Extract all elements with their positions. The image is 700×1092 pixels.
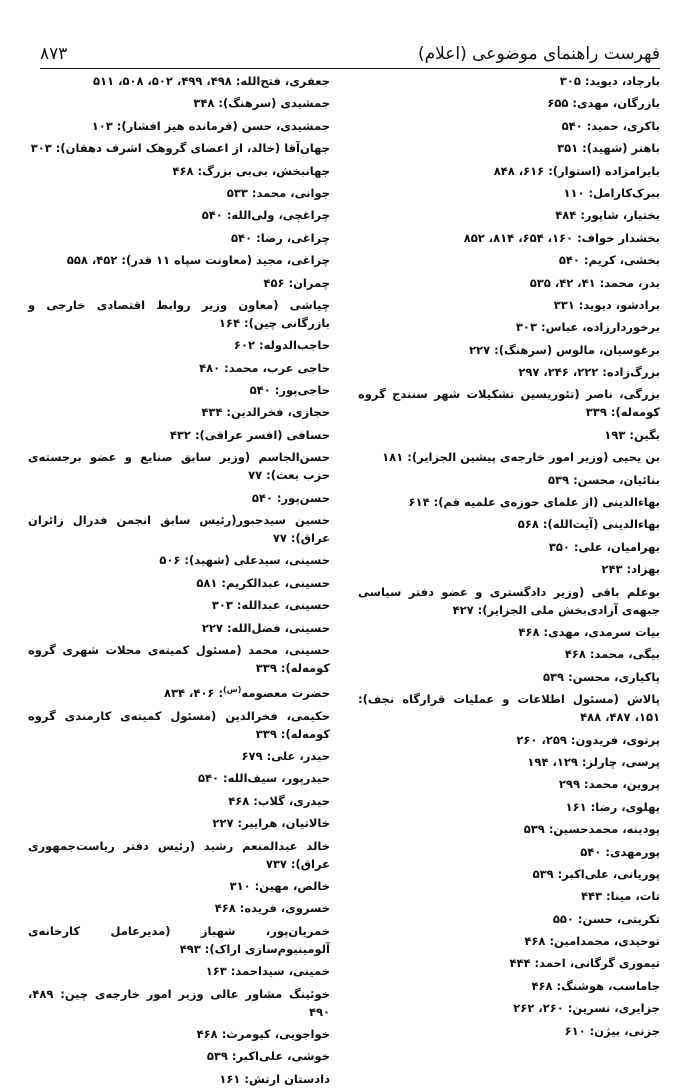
entry-pages: : ۴۰۶، ۸۳۴ <box>163 686 224 701</box>
index-entry: جزایری، نسرین: ۲۶۰، ۲۶۲ <box>513 1001 660 1016</box>
index-entry: بهاءالدینی (آیت‌الله): ۵۶۸ <box>517 517 660 532</box>
index-entry: ببرک‌کارامل: ۱۱۰ <box>563 185 660 200</box>
index-entry: بدر، محمد: ۴۱، ۴۲، ۵۳۵ <box>529 275 660 290</box>
index-entry: جوانی، محمد: ۵۳۳ <box>226 185 330 200</box>
index-entry: بخشی، کریم: ۵۴۰ <box>558 253 660 268</box>
index-entry <box>28 681 330 702</box>
index-entry: بیگی، محمد: ۴۶۸ <box>564 647 660 662</box>
index-entry: خالص، مهین: ۳۱۰ <box>229 878 330 893</box>
index-entry: خواجویی، کیومرث: ۴۶۸ <box>196 1026 330 1041</box>
index-entry: پهلوی، رضا: ۱۶۱ <box>565 799 660 814</box>
index-entry: جعفری، فتح‌الله: ۴۹۸، ۴۹۹، ۵۰۲، ۵۰۸، ۵۱۱ <box>93 74 330 88</box>
index-entry: بازرگان، مهدی: ۶۵۵ <box>547 96 660 111</box>
index-entry: توحیدی، محمدامین: ۴۶۸ <box>524 934 660 949</box>
index-entry: بن یحیی (وزیر امور خارجه‌ی پیشین الجزایر): ۱۸۱ <box>382 450 660 465</box>
index-entry: برخوردارزاده، عباس: ۳۰۳ <box>515 320 660 335</box>
index-column-left <box>28 72 330 1092</box>
index-entry: باهنر (شهید): ۳۵۱ <box>557 141 660 156</box>
page-title: فهرست راهنمای موضوعی (اعلام) <box>417 44 660 64</box>
index-entry: جمشیدی (سرهنگ): ۳۴۸ <box>193 96 330 111</box>
index-entry: بختیار، شاپور: ۴۸۴ <box>555 208 660 223</box>
index-entry: حجازی، فخرالدین: ۴۳۴ <box>201 405 330 420</box>
index-entry: جهانبخش، بی‌بی بزرگ: ۴۶۸ <box>172 163 330 178</box>
index-entry: بوعلم باقی (وزیر دادگستری و عضو دفتر سیاسی جبهه‌ی آزادی‌بخش ملی الجزایر): ۴۲۷ <box>358 584 660 617</box>
index-entry: جهان‌آقا (خالد، از اعضای گروهک اشرف دهقان): ۳۰۳ <box>30 141 330 156</box>
index-entry: جاماسب، هوشنگ: ۴۶۸ <box>531 978 660 993</box>
index-entry: دادستان ارتش: ۱۶۱ <box>219 1071 330 1086</box>
index-column-right <box>358 72 660 1044</box>
index-entry: پاکیاری، محسن: ۵۳۹ <box>543 669 660 684</box>
index-entry: بخشدار خواف: ۱۶۰، ۶۵۴، ۸۱۴، ۸۵۲ <box>463 230 660 245</box>
index-entry: حیدرپور، سیف‌الله: ۵۴۰ <box>197 771 330 786</box>
index-entry: خالاتیان، هراییر: ۲۲۷ <box>212 816 330 831</box>
index-entry: بارچاد، دیوید: ۳۰۵ <box>559 74 660 88</box>
index-entry: چراغی، رضا: ۵۴۰ <box>231 230 330 245</box>
index-entry: حسینی، سیدعلی (شهید): ۵۰۶ <box>159 553 330 568</box>
index-entry: خمینی، سیداحمد: ۱۶۳ <box>205 964 330 979</box>
index-entry: حیدری، گلاب: ۴۶۸ <box>228 793 330 808</box>
entry-name: حضرت معصومه <box>241 686 330 701</box>
index-entry: پودینه، محمدحسین: ۵۳۹ <box>523 822 660 837</box>
index-entry: حیدر، علی: ۶۷۹ <box>241 748 330 763</box>
index-entry: حسن‌الجاسم (وزیر سابق صنایع و عضو برجسته‌ی حزب بعث): ۷۷ <box>28 450 330 483</box>
index-entry: پرسی، چارلز: ۱۲۹، ۱۹۴ <box>527 754 660 769</box>
index-entry: خالد عبدالمنعم رشید (رئیس دفتر ریاست‌جمهوری عراق): ۷۳۷ <box>28 838 330 871</box>
index-entry: خمریان‌پور، شهباز (مدیرعامل کارخانه‌ی آلومینیوم‌سازی اراک): ۴۹۳ <box>28 923 330 956</box>
index-entry: برادشو، دیوید: ۳۳۱ <box>553 297 660 312</box>
index-entry: خوئینگ مشاور عالی وزیر امور خارجه‌ی چین: ۴۸۹، ۴۹۰ <box>28 986 330 1019</box>
index-entry: حسینی، عبدالله: ۳۰۳ <box>211 598 330 613</box>
index-entry: حسین سیدجبور(رئیس سابق انجمن فدرال زائران عراق): ۷۷ <box>28 513 330 546</box>
index-entry: بگین: ۱۹۳ <box>604 427 660 442</box>
page-header <box>40 30 660 69</box>
honorific-superscript: (س) <box>223 685 242 695</box>
index-entry: حکیمی، فخرالدین (مسئول کمیته‌ی کارمندی گروه کومه‌له): ۳۳۹ <box>28 708 330 741</box>
index-entry: حسینی، فضل‌الله: ۲۲۷ <box>201 620 330 635</box>
index-entry: تکریتی، حسن: ۵۵۰ <box>552 911 660 926</box>
index-entry: برغوسیان، مالوس (سرهنگ): ۲۲۷ <box>469 342 660 357</box>
index-entry: حسافی (افسر عراقی): ۴۳۲ <box>169 427 330 442</box>
index-entry: حاجی عرب، محمد: ۴۸۰ <box>199 360 330 375</box>
index-entry: پروین، محمد: ۲۹۹ <box>558 777 660 792</box>
index-entry: تات، مینا: ۴۴۳ <box>580 889 660 904</box>
index-entry: خسروی، فریده: ۴۶۸ <box>214 901 330 916</box>
index-entry: جزنی، بیژن: ۶۱۰ <box>564 1023 660 1038</box>
index-entry: پرتوی، فریدون: ۲۵۹، ۲۶۰ <box>516 732 660 747</box>
index-entry: تیموری گرگانی، احمد: ۴۴۴ <box>509 956 660 971</box>
index-entry: بزرگ‌زاده: ۲۲۲، ۲۴۶، ۲۹۷ <box>518 365 660 380</box>
index-entry: چمران: ۴۵۶ <box>263 275 330 290</box>
index-entry: پالاش (مسئول اطلاعات و عملیات قرارگاه نجف): ۱۵۱، ۴۸۷، ۴۸۸ <box>358 692 660 725</box>
index-entry: چراغی، مجید (معاونت سپاه ۱۱ قدر): ۴۵۲، ۵۵۸ <box>66 253 330 268</box>
index-entry: بزرگی، ناصر (تئوریسین تشکیلات شهر سنندج گروه کومه‌له): ۳۳۹ <box>358 387 660 420</box>
index-entry: حاجب‌الدوله: ۶۰۲ <box>233 338 330 353</box>
index-entry: بهزاد: ۲۴۳ <box>601 562 660 577</box>
index-entry: پوریانی، علی‌اکبر: ۵۳۹ <box>532 866 660 881</box>
index-entry: باکری، حمید: ۵۴۰ <box>561 118 660 133</box>
index-entry: بیات سرمدی، مهدی: ۴۶۸ <box>518 624 660 639</box>
index-entry: بنائیان، محسن: ۵۳۹ <box>548 472 660 487</box>
index-entry: حاجی‌پور: ۵۴۰ <box>249 383 330 398</box>
index-entry: خوشی، علی‌اکبر: ۵۳۹ <box>206 1049 330 1064</box>
index-entry: حسینی، محمد (مسئول کمیته‌ی محلات شهری گروه کومه‌له): ۳۳۹ <box>28 642 330 675</box>
index-entry: چیاشی (معاون وزیر روابط اقتصادی خارجی و بازرگانی چین): ۱۶۴ <box>28 297 330 330</box>
index-entry: چراغچی، ولی‌الله: ۵۴۰ <box>201 208 330 223</box>
index-entry: بهرامیان، علی: ۳۵۰ <box>548 539 660 554</box>
index-entry: بایرامزاده (استوار): ۶۱۶، ۸۴۸ <box>493 163 660 178</box>
index-entry: حسینی، عبدالکریم: ۵۸۱ <box>196 575 330 590</box>
index-entry: حسن‌پور: ۵۴۰ <box>251 490 330 505</box>
page-number: ۸۷۳ <box>40 44 68 64</box>
index-entry: بهاءالدینی (از علمای حوزه‌ی علمیه قم): ۶۱۴ <box>408 495 660 510</box>
index-entry: پورمهدی: ۵۴۰ <box>580 844 660 859</box>
index-entry: جمشیدی، حسن (فرمانده هیز افشار): ۱۰۳ <box>91 118 330 133</box>
